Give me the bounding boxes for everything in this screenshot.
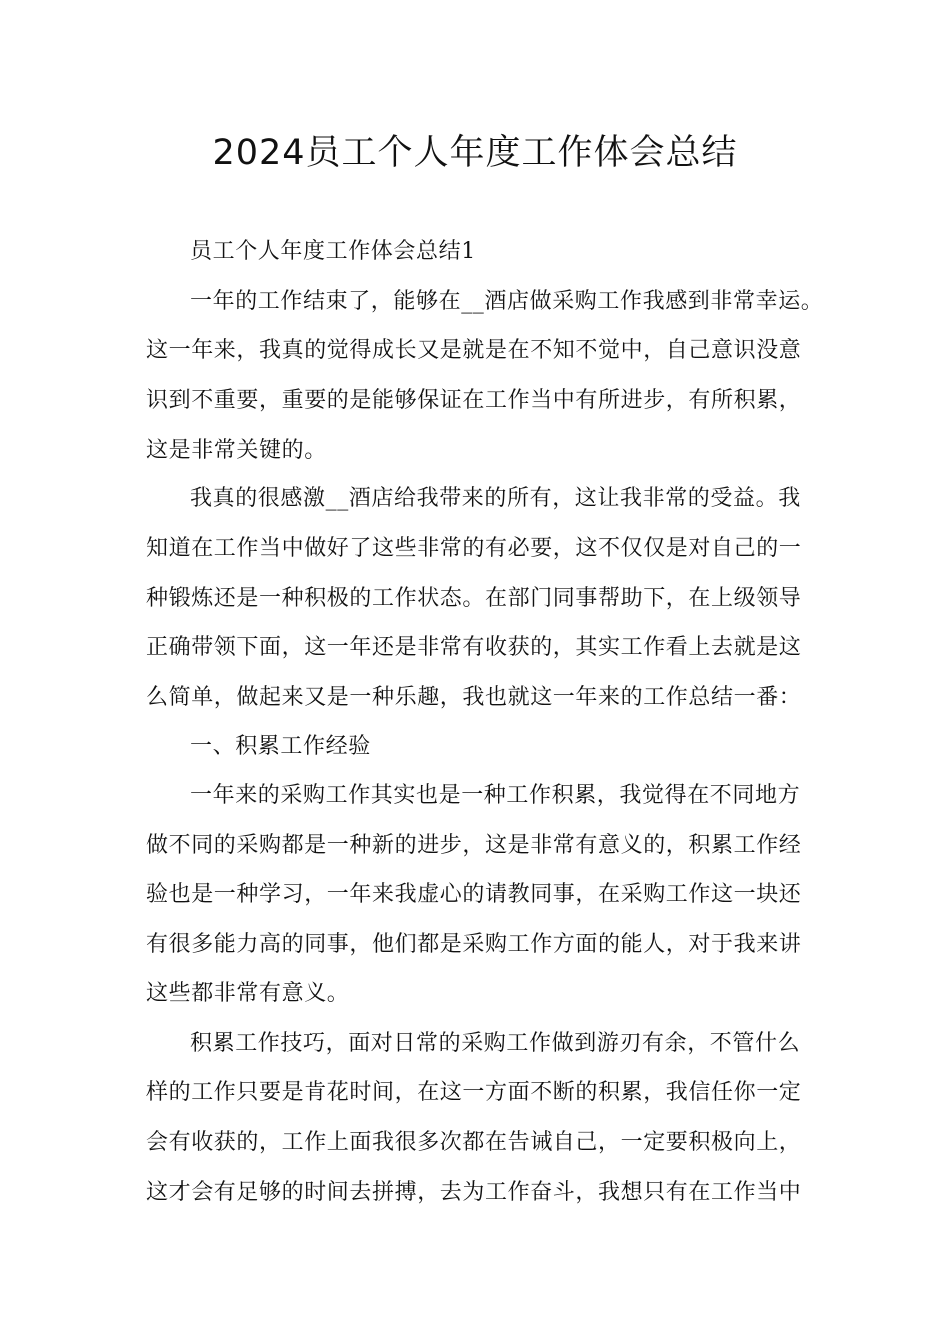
- paragraph-line: 样的工作只要是肯花时间，在这一方面不断的积累，我信任你一定: [146, 1080, 802, 1105]
- section-heading: 员工个人年度工作体会总结1: [190, 239, 476, 264]
- paragraph-line: 验也是一种学习，一年来我虚心的请教同事，在采购工作这一块还: [146, 882, 802, 907]
- document-title: 2024员工个人年度工作体会总结: [212, 133, 738, 173]
- paragraph-line: 正确带领下面，这一年还是非常有收获的，其实工作看上去就是这: [146, 635, 802, 660]
- paragraph-line: 识到不重要，重要的是能够保证在工作当中有所进步，有所积累，: [146, 388, 802, 413]
- paragraph-line: 积累工作技巧，面对日常的采购工作做到游刃有余，不管什么: [190, 1031, 801, 1056]
- paragraph-line: 这些都非常有意义。: [146, 981, 350, 1006]
- paragraph-line: 会有收获的，工作上面我很多次都在告诫自己，一定要积极向上，: [146, 1130, 802, 1155]
- paragraph-line: 这是非常关键的。: [146, 438, 327, 463]
- paragraph-line: 这一年来，我真的觉得成长又是就是在不知不觉中，自己意识没意: [146, 338, 802, 363]
- paragraph-line: 做不同的采购都是一种新的进步，这是非常有意义的，积累工作经: [146, 833, 802, 858]
- paragraph-line: 这才会有足够的时间去拼搏，去为工作奋斗，我想只有在工作当中: [146, 1180, 802, 1205]
- paragraph-line: 一年的工作结束了，能够在__酒店做采购工作我感到非常幸运。: [190, 289, 824, 314]
- paragraph-line: 一年来的采购工作其实也是一种工作积累，我觉得在不同地方: [190, 783, 801, 808]
- paragraph-line: 种锻炼还是一种积极的工作状态。在部门同事帮助下，在上级领导: [146, 586, 802, 611]
- paragraph-line: 么简单，做起来又是一种乐趣，我也就这一年来的工作总结一番：: [146, 685, 802, 710]
- paragraph-line: 有很多能力高的同事，他们都是采购工作方面的能人，对于我来讲: [146, 932, 802, 957]
- paragraph-line: 知道在工作当中做好了这些非常的有必要，这不仅仅是对自己的一: [146, 536, 802, 561]
- paragraph-line: 我真的很感激__酒店给我带来的所有，这让我非常的受益。我: [190, 486, 801, 511]
- section-heading: 一、积累工作经验: [190, 734, 371, 759]
